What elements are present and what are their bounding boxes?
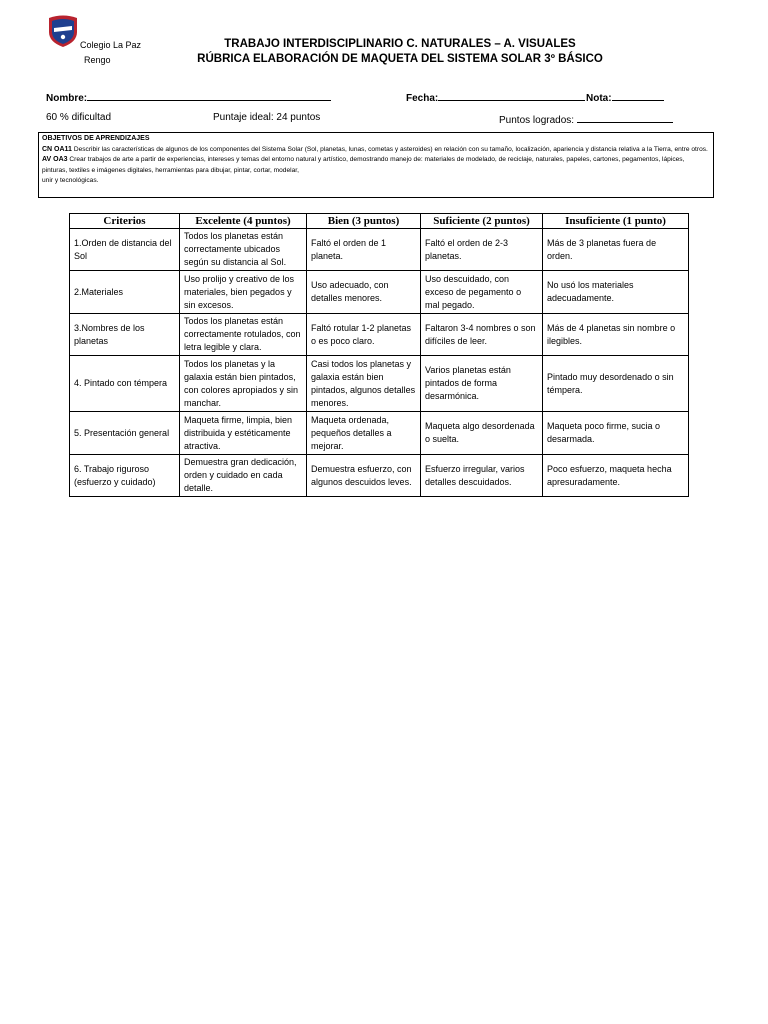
criterion-cell: 5. Presentación general — [70, 412, 180, 455]
objective-av-text-end: unir y tecnológicas. — [42, 177, 99, 184]
achieved-score-field[interactable] — [499, 112, 673, 126]
criterion-cell: 6. Trabajo riguroso (esfuerzo y cuidado) — [70, 455, 180, 497]
sufficient-cell: Faltaron 3-4 nombres o son difíciles de leer. — [421, 314, 543, 356]
rubric-header-row — [70, 214, 689, 229]
sufficient-cell: Uso descuidado, con exceso de pegamento o mal pegado. — [421, 271, 543, 314]
criterion-cell: 1.Orden de distancia del Sol — [70, 229, 180, 271]
title-line-1: TRABAJO INTERDISCIPLINARIO C. NATURALES – A. VISUALES — [224, 38, 576, 50]
insufficient-cell: Pintado muy desordenado o sin témpera. — [543, 356, 689, 412]
achieved-blank[interactable] — [577, 112, 673, 123]
sufficient-cell: Esfuerzo irregular, varios detalles descuidados. — [421, 455, 543, 497]
good-cell: Faltó rotular 1-2 planetas o es poco claro. — [307, 314, 421, 356]
objectives-heading: OBJETIVOS DE APRENDIZAJES — [42, 135, 150, 142]
header-good: Bien (3 puntos) — [307, 214, 421, 229]
school-name: Colegio La Paz — [80, 40, 142, 50]
objective-cn-code: CN OA11 — [42, 145, 72, 153]
sufficient-cell: Faltó el orden de 2-3 planetas. — [421, 229, 543, 271]
header-criteria: Criterios — [70, 214, 180, 229]
excellent-cell: Todos los planetas están correctamente ubicados según su distancia al Sol. — [180, 229, 307, 271]
criterion-cell: 3.Nombres de los planetas — [70, 314, 180, 356]
title-line-2: RÚBRICA ELABORACIÓN DE MAQUETA DEL SISTEMA SOLAR 3º BÁSICO — [197, 53, 603, 65]
header-excellent: Excelente (4 puntos) — [180, 214, 307, 229]
table-row — [70, 412, 689, 455]
sufficient-cell: Varios planetas están pintados de forma desarmónica. — [421, 356, 543, 412]
date-label: Fecha: — [406, 93, 439, 104]
name-blank[interactable] — [87, 90, 331, 101]
objective-av-text: Crear trabajos de arte a partir de experiencias, intereses y temas del entorno natural y artístico, demostrando manejo de: materiales de modelado, de reciclaje, naturales, papeles, cartones, pegamentos, lápices, pinturas, textiles e imágenes digitales, herramientas para dibujar, pintar, cortar, modelar, — [42, 156, 685, 174]
insufficient-cell: Maqueta poco firme, sucia o desarmada. — [543, 412, 689, 455]
table-row — [70, 229, 689, 271]
table-row — [70, 356, 689, 412]
sufficient-cell: Maqueta algo desordenada o suelta. — [421, 412, 543, 455]
criterion-cell: 2.Materiales — [70, 271, 180, 314]
name-field[interactable] — [46, 90, 331, 104]
table-row — [70, 271, 689, 314]
objective-cn — [42, 145, 710, 156]
insufficient-cell: Poco esfuerzo, maqueta hecha apresuradamente. — [543, 455, 689, 497]
header-insufficient: Insuficiente (1 punto) — [543, 214, 689, 229]
excellent-cell: Todos los planetas y la galaxia están bien pintados, con colores apropiados y sin manchar. — [180, 356, 307, 412]
insufficient-cell: Más de 3 planetas fuera de orden. — [543, 229, 689, 271]
date-field[interactable] — [406, 90, 585, 104]
good-cell: Casi todos los planetas y galaxia están bien pintados, algunos detalles menores. — [307, 356, 421, 412]
achieved-label: Puntos logrados: — [499, 115, 575, 126]
school-logo-icon — [46, 14, 80, 48]
header-sufficient: Suficiente (2 puntos) — [421, 214, 543, 229]
objective-av-code: AV OA3 — [42, 156, 68, 163]
criterion-cell: 4. Pintado con témpera — [70, 356, 180, 412]
good-cell: Faltó el orden de 1 planeta. — [307, 229, 421, 271]
good-cell: Maqueta ordenada, pequeños detalles a mejorar. — [307, 412, 421, 455]
objective-cn-text: Describir las características de algunos de los componentes del Sistema Solar (Sol, planetas, lunas, cometas y asteroides) en relación con su tamaño, localización, apariencia y distancia relativa a la Tierra, entre otros. — [73, 145, 708, 153]
excellent-cell: Todos los planetas están correctamente rotulados, con letra legible y clara. — [180, 314, 307, 356]
grade-blank[interactable] — [612, 90, 664, 101]
excellent-cell: Maqueta firme, limpia, bien distribuida y estéticamente atractiva. — [180, 412, 307, 455]
excellent-cell: Demuestra gran dedicación, orden y cuidado en cada detalle. — [180, 455, 307, 497]
table-row — [70, 314, 689, 356]
insufficient-cell: No usó los materiales adecuadamente. — [543, 271, 689, 314]
table-row — [70, 455, 689, 497]
learning-objectives-box — [38, 132, 714, 198]
insufficient-cell: Más de 4 planetas sin nombre o ilegibles. — [543, 314, 689, 356]
grade-label: Nota: — [586, 93, 612, 104]
excellent-cell: Uso prolijo y creativo de los materiales, bien pegados y sin excesos. — [180, 271, 307, 314]
rubric-table — [69, 213, 689, 497]
name-label: Nombre: — [46, 93, 88, 104]
ideal-score-text: Puntaje ideal: 24 puntos — [213, 112, 321, 123]
school-city: Rengo — [84, 55, 111, 65]
good-cell: Uso adecuado, con detalles menores. — [307, 271, 421, 314]
good-cell: Demuestra esfuerzo, con algunos descuidos leves. — [307, 455, 421, 497]
date-blank[interactable] — [438, 90, 585, 101]
difficulty-text: 60 % dificultad — [46, 112, 112, 123]
objective-av — [42, 155, 710, 176]
grade-field[interactable] — [586, 90, 664, 104]
document-title — [175, 37, 625, 67]
